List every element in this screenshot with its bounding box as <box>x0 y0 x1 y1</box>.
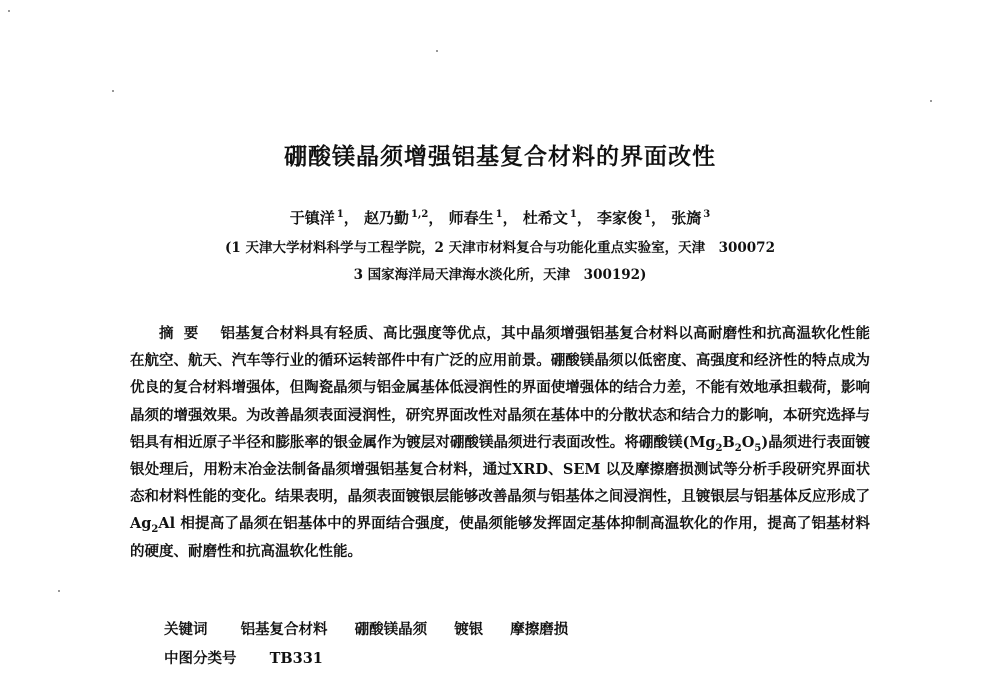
keyword: 摩擦磨损 <box>510 621 569 638</box>
classification-row <box>164 647 323 668</box>
author: 赵乃勤 $^{1,2}$ <box>363 209 429 227</box>
keyword: 硼酸镁晶须 <box>354 621 428 638</box>
classification-label: 中图分类号 <box>164 650 237 667</box>
abstract-body: 摘要 铝基复合材料具有轻质、高比强度等优点，其中晶须增强铝基复合材料以高耐磨性和抗高温软化性能在航空、航天、汽车等行业的循环运转部件中有广泛的应用前景。硼酸镁晶须以低密度、高强度和经济性的特点成为优良的复合材料增强体，但陶瓷晶须与铝金属基体低浸润性的界面使增强体的结合力差，不能有效地承担载荷，影响晶须的增强效果。为改善晶须表面浸润性，研究界面改性对晶须在基体中的分散状态和结合力的影响，本研究选择与铝具有相近原子半径和膨胀率的银金属作为镀层对硼酸镁晶须进行表面改性。将硼酸镁$(Mg_2B_2O_5)$晶须进行表面镀银处理后，用粉末冶金法制备晶须增强铝基复合材料，通过XRD、SEM 以及摩擦磨损测试等分析手段研究界面状态和材料性能的变化。结果表明，晶须表面镀银层能够改善晶须与铝基体之间浸润性，且镀银层与铝基体反应形成了 $Ag_2Al$ 相提高了晶须在铝基体中的界面结合强度，使晶须能够发挥固定基体抑制高温软化的作用，提高了铝基材料的硬度、耐磨性和抗高温软化性能。 <box>130 325 871 560</box>
author: 于镇洋 $^1$ <box>289 209 344 227</box>
scan-speck <box>930 100 932 102</box>
affiliation-line-1: (1 天津大学材料科学与工程学院，2 天津市材料复合与功能化重点实验室，天津 300072 <box>225 240 775 256</box>
author: 师春生 $^1$ <box>448 209 503 227</box>
author: 李家俊 $^1$ <box>597 209 652 227</box>
author: 张旖 $^3$ <box>671 209 711 227</box>
paper-title: 硼酸镁晶须增强铝基复合材料的界面改性 <box>284 143 716 170</box>
keyword: 铝基复合材料 <box>240 621 328 638</box>
scan-speck <box>58 590 60 592</box>
keywords-row <box>164 618 590 639</box>
author-list: 于镇洋 $^1$， 赵乃勤 $^{1,2}$， 师春生 $^1$， 杜希文 $^1$， 李家俊 $^1$， 张旖 $^3$ <box>289 209 711 227</box>
scan-speck <box>8 10 10 12</box>
abstract-label: 摘要 <box>159 325 209 342</box>
classification-code: TB331 <box>269 650 323 667</box>
affiliation-line-2: 3 国家海洋局天津海水淡化所，天津 300192) <box>353 267 647 283</box>
keyword: 镀银 <box>454 621 484 638</box>
scan-speck <box>436 50 438 52</box>
scan-speck <box>112 90 114 92</box>
keywords-label: 关键词 <box>164 621 208 638</box>
author: 杜希文 $^1$ <box>522 209 577 227</box>
